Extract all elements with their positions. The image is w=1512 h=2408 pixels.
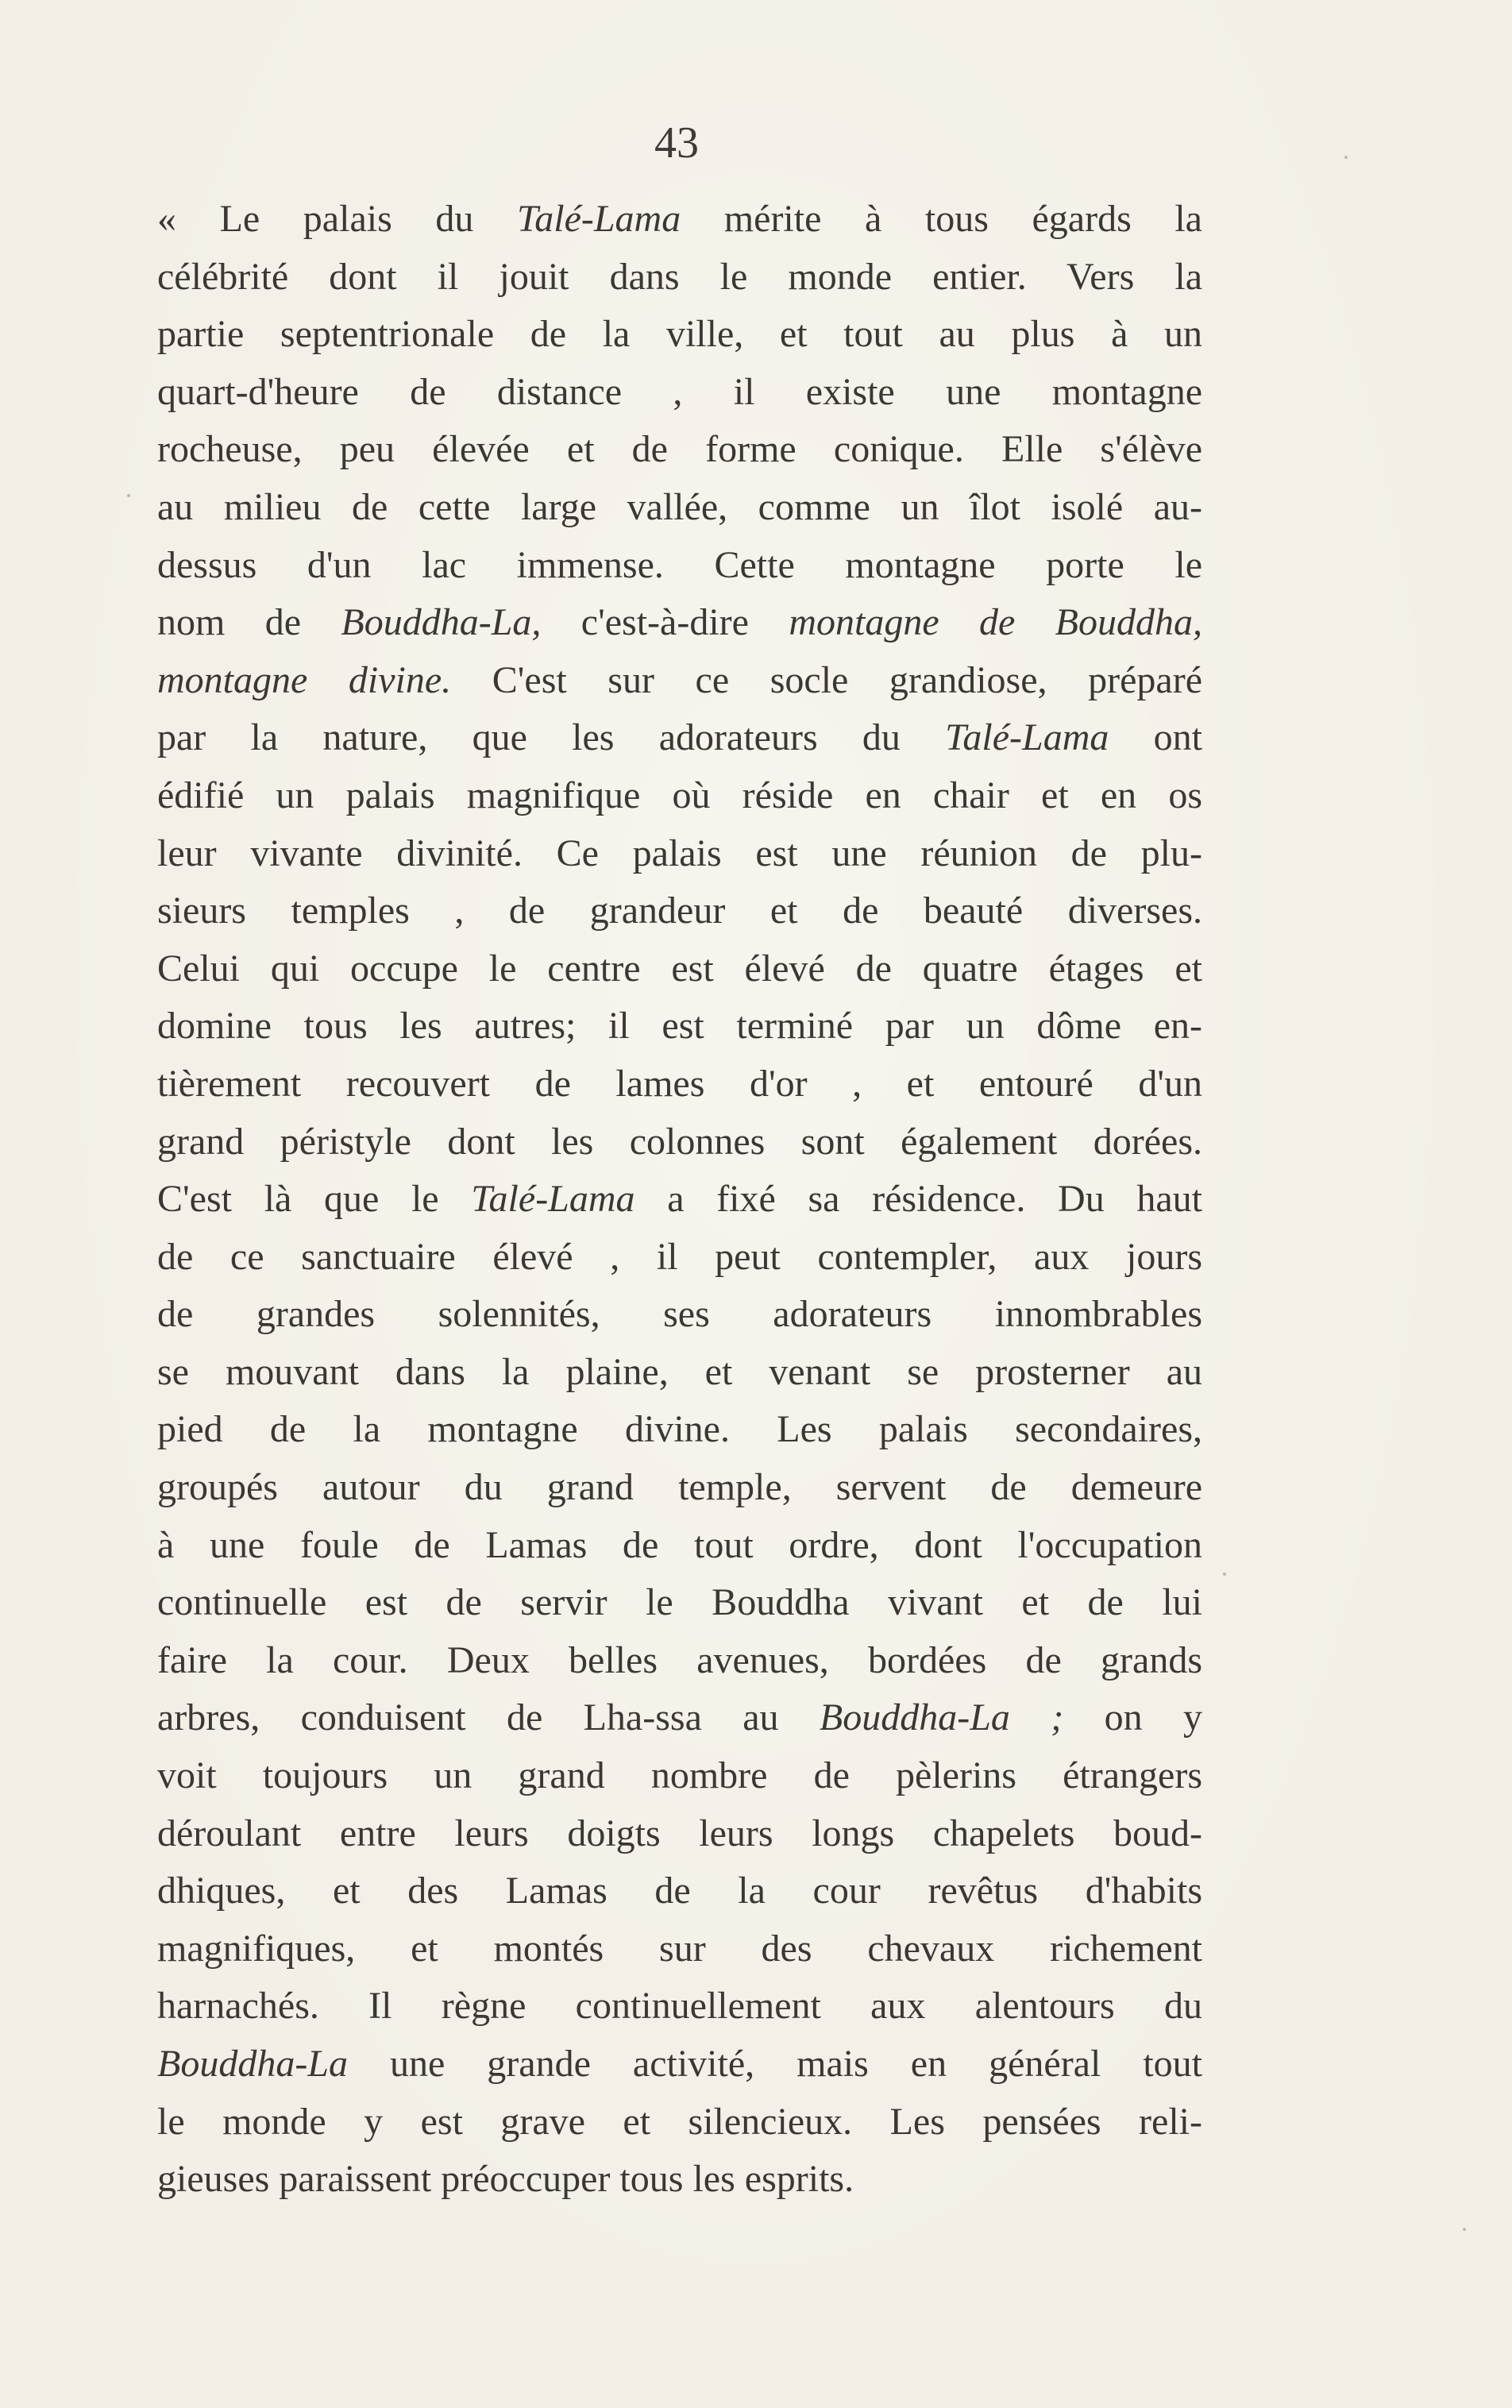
text-run: dessus d'un lac immense. Cette montagne porte le: [157, 543, 1202, 586]
text-run: mérite à tous égards la: [681, 198, 1202, 240]
text-line: [157, 1113, 1202, 1171]
italic-text-run: Talé-Lama: [471, 1178, 635, 1221]
text-run: tièrement recouvert de lames d'or , et entouré d'un: [157, 1062, 1202, 1105]
text-run: « Le palais du: [157, 198, 517, 240]
text-run: ont: [1109, 716, 1202, 759]
text-line: [157, 709, 1202, 767]
body-text: [157, 191, 1202, 2209]
text-run: harnachés. Il règne continuellement aux alentours du: [157, 1985, 1202, 2028]
text-run: de ce sanctuaire élevé , il peut contempler, aux jours: [157, 1235, 1202, 1278]
text-run: voit toujours un grand nombre de pèlerins étrangers: [157, 1754, 1202, 1797]
text-line: [157, 1229, 1202, 1287]
text-run: arbres, conduisent de Lha-ssa au: [157, 1696, 820, 1739]
text-run: grand péristyle dont les colonnes sont également dorées.: [157, 1120, 1202, 1163]
text-run: leur vivante divinité. Ce palais est une réunion de plu-: [157, 832, 1202, 874]
text-run: célébrité dont il jouit dans le monde entier. Vers la: [157, 255, 1202, 298]
text-line: [157, 825, 1202, 883]
italic-text-run: Bouddha-La: [157, 2043, 348, 2085]
text-line: [157, 1862, 1202, 1920]
paper-speck: [127, 494, 130, 497]
text-run: le monde y est grave et silencieux. Les pensées reli-: [157, 2100, 1202, 2143]
text-run: se mouvant dans la plaine, et venant se prosterner au: [157, 1350, 1202, 1393]
text-line: [157, 652, 1202, 710]
text-run: on y: [1063, 1696, 1203, 1739]
italic-text-run: Talé-Lama: [516, 198, 681, 240]
paper-speck: [1463, 2228, 1466, 2231]
text-run: déroulant entre leurs doigts leurs longs chapelets boud-: [157, 1812, 1202, 1854]
text-run: édifié un palais magnifique où réside en chair et en os: [157, 774, 1202, 816]
text-line: [157, 1286, 1202, 1344]
text-line: [157, 537, 1202, 595]
text-run: continuelle est de servir le Bouddha vivant et de lui: [157, 1581, 1202, 1624]
paper-speck: [1344, 156, 1348, 159]
text-line: [157, 1920, 1202, 1978]
text-line: [157, 1805, 1202, 1863]
text-run: une grande activité, mais en général tout: [348, 2043, 1202, 2085]
text-line: [157, 2093, 1202, 2151]
text-run: Celui qui occupe le centre est élevé de quatre étages et: [157, 947, 1202, 990]
text-run: C'est là que le: [157, 1178, 472, 1221]
text-line: [157, 364, 1202, 422]
text-run: faire la cour. Deux belles avenues, bordées de grands: [157, 1638, 1202, 1681]
text-run: à une foule de Lamas de tout ordre, dont l'occupation: [157, 1523, 1202, 1566]
text-line: [157, 594, 1202, 652]
text-line: [157, 421, 1202, 479]
text-line: [157, 1055, 1202, 1113]
text-line: [157, 940, 1202, 998]
text-run: dhiques, et des Lamas de la cour revêtus d'habits: [157, 1870, 1202, 1912]
italic-text-run: Talé-Lama: [945, 716, 1109, 759]
text-run: rocheuse, peu élevée et de forme conique. Elle s'élève: [157, 428, 1202, 471]
text-line: [157, 2036, 1202, 2093]
text-run: magnifiques, et montés sur des chevaux richement: [157, 1927, 1202, 1970]
text-line: [157, 1344, 1202, 1402]
text-run: a fixé sa résidence. Du haut: [634, 1178, 1203, 1221]
text-run: au milieu de cette large vallée, comme un îlot isolé au-: [157, 485, 1202, 528]
text-run: par la nature, que les adorateurs du: [157, 716, 946, 759]
text-run: partie septentrionale de la ville, et tout au plus à un: [157, 313, 1202, 356]
italic-text-run: Bouddha-La ;: [819, 1696, 1064, 1739]
italic-text-run: Bouddha-La,: [341, 601, 542, 644]
text-line: [157, 2151, 1202, 2209]
text-run: nom de: [157, 601, 341, 644]
text-line: [157, 191, 1202, 249]
text-line: [157, 882, 1202, 940]
text-line: [157, 767, 1202, 825]
text-line: [157, 306, 1202, 364]
text-run: C'est sur ce socle grandiose, préparé: [451, 658, 1203, 701]
text-line: [157, 1401, 1202, 1459]
text-run: gieuses paraissent préoccuper tous les esprits.: [157, 2158, 854, 2201]
paper-speck: [1223, 1573, 1226, 1576]
text-run: quart-d'heure de distance , il existe une montagne: [157, 370, 1202, 413]
text-run: domine tous les autres; il est terminé par un dôme en-: [157, 1005, 1202, 1048]
text-line: [157, 1517, 1202, 1575]
page-number: 43: [654, 118, 699, 168]
text-line: [157, 1978, 1202, 2036]
text-run: c'est-à-dire: [541, 601, 789, 644]
text-line: [157, 479, 1202, 537]
text-line: [157, 1459, 1202, 1517]
text-run: de grandes solennités, ses adorateurs innombrables: [157, 1293, 1202, 1336]
text-line: [157, 1689, 1202, 1747]
text-line: [157, 998, 1202, 1055]
text-line: [157, 1171, 1202, 1229]
italic-text-run: montagne de Bouddha,: [789, 601, 1202, 644]
text-line: [157, 1574, 1202, 1632]
text-line: [157, 1747, 1202, 1805]
text-line: [157, 1632, 1202, 1690]
text-run: sieurs temples , de grandeur et de beauté diverses.: [157, 889, 1202, 932]
text-run: pied de la montagne divine. Les palais secondaires,: [157, 1408, 1202, 1451]
italic-text-run: montagne divine.: [157, 658, 452, 701]
text-run: groupés autour du grand temple, servent de demeure: [157, 1466, 1202, 1509]
text-line: [157, 249, 1202, 307]
